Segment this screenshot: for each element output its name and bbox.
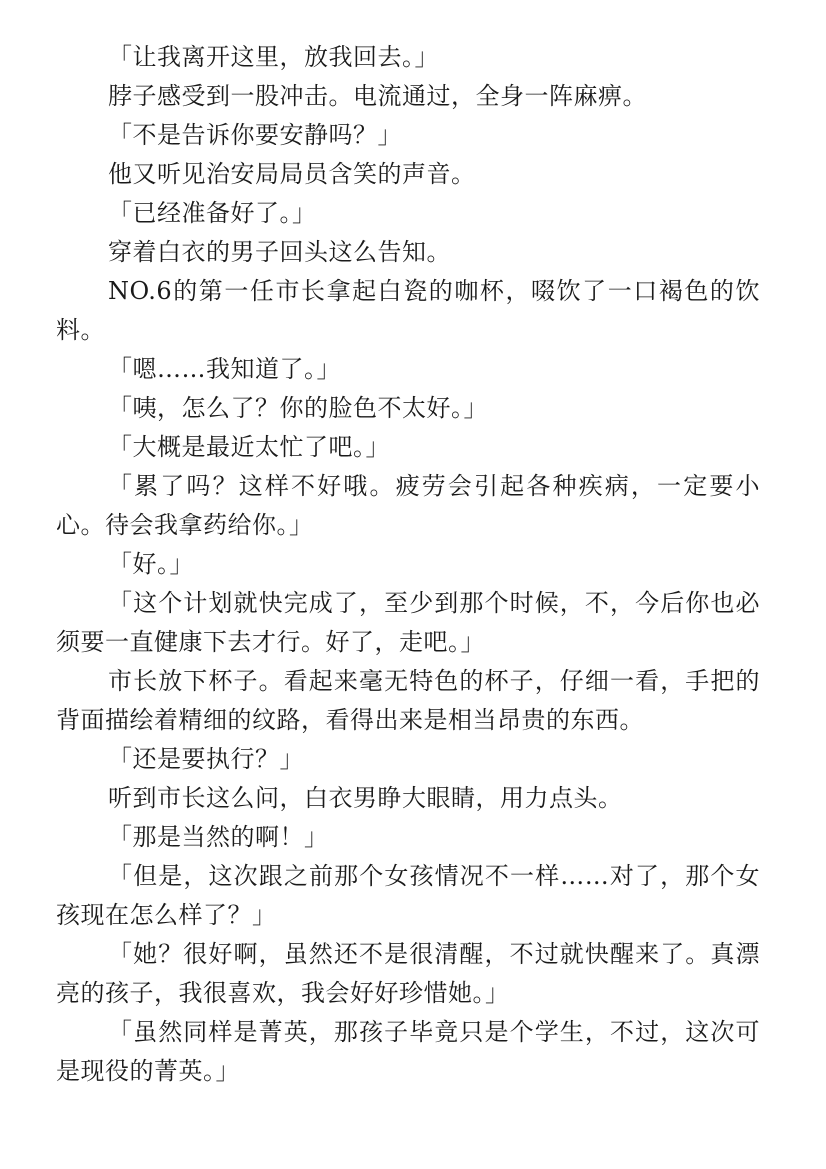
paragraph: NO.6的第一任市长拿起白瓷的咖杯，啜饮了一口褐色的饮料。: [56, 277, 760, 344]
paragraph: 听到市长这么问，白衣男睁大眼睛，用力点头。: [108, 784, 623, 812]
paragraph: 他又听见治安局局员含笑的声音。: [108, 160, 476, 188]
paragraph: 「还是要执行？」: [108, 745, 304, 773]
paragraph: 「那是当然的啊！」: [108, 823, 329, 851]
paragraph: 「这个计划就快完成了，至少到那个时候，不，今后你也必须要一直健康下去才行。好了，走吧。」: [56, 589, 760, 656]
paragraph: 「虽然同样是菁英，那孩子毕竟只是个学生，不过，这次可是现役的菁英。」: [56, 1018, 760, 1085]
paragraph: 「让我离开这里，放我回去。」: [108, 43, 439, 71]
paragraph: 穿着白衣的男子回头这么告知。: [108, 238, 451, 266]
paragraph: 「好。」: [108, 550, 194, 578]
paragraph: 脖子感受到一股冲击。电流通过，全身一阵麻痹。: [108, 82, 647, 110]
paragraph: 「不是告诉你要安静吗？」: [108, 121, 402, 149]
paragraph: 「已经准备好了。」: [108, 199, 317, 227]
paragraph: 「累了吗？这样不好哦。疲劳会引起各种疾病，一定要小心。待会我拿药给你。」: [56, 472, 760, 539]
paragraph: 「但是，这次跟之前那个女孩情况不一样……对了，那个女孩现在怎么样了？」: [56, 862, 760, 929]
paragraph: 「嗯……我知道了。」: [108, 355, 341, 383]
paragraph: 「大概是最近太忙了吧。」: [108, 433, 390, 461]
document-page: [56, 38, 760, 1091]
paragraph: 「咦，怎么了？你的脸色不太好。」: [108, 394, 488, 422]
paragraph: 「她？很好啊，虽然还不是很清醒，不过就快醒来了。真漂亮的孩子，我很喜欢，我会好好珍惜她。」: [56, 940, 760, 1007]
paragraph: 市长放下杯子。看起来毫无特色的杯子，仔细一看，手把的背面描绘着精细的纹路，看得出来是相当昂贵的东西。: [56, 667, 760, 734]
